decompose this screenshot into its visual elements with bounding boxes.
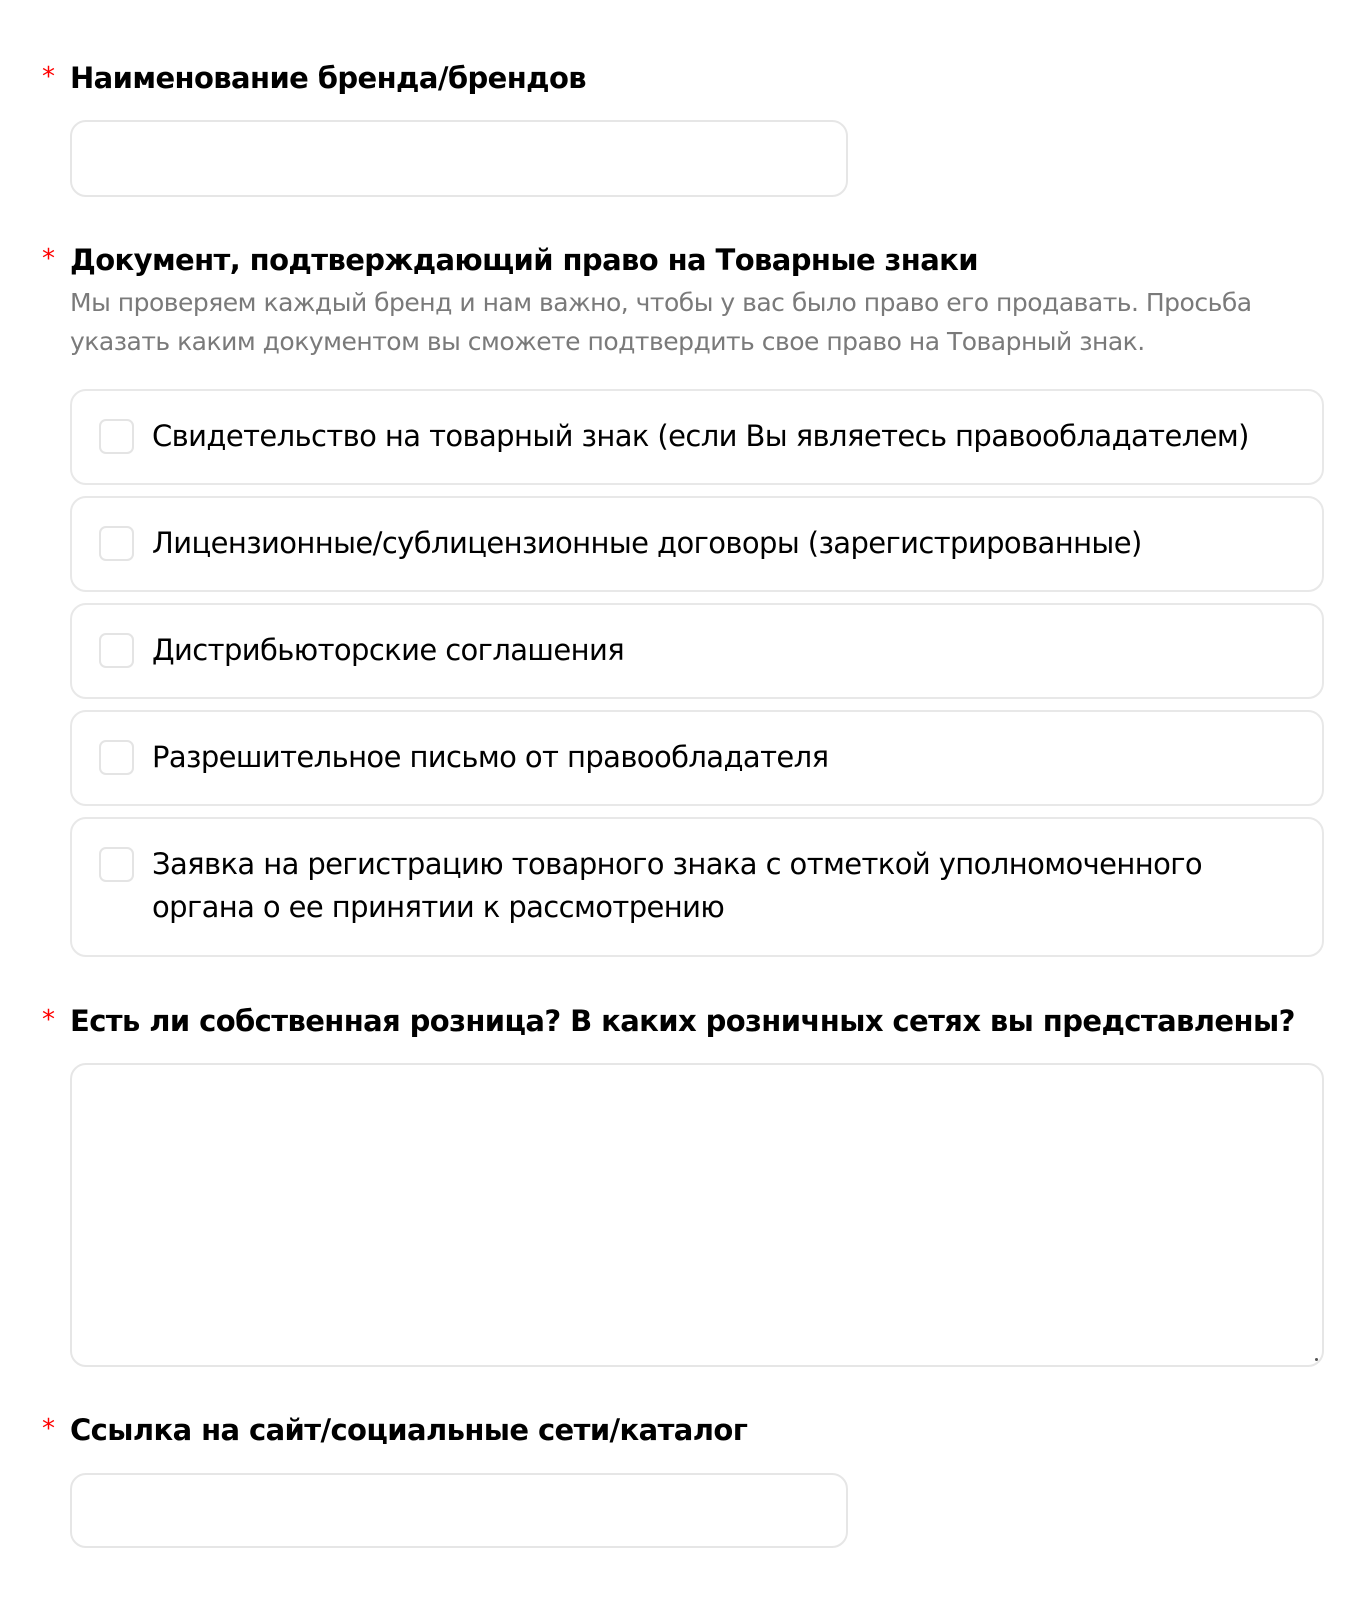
brand-name-label: Наименование бренда/брендов [70, 61, 587, 95]
website-link-label: Ссылка на сайт/социальные сети/каталог [70, 1413, 748, 1447]
option-label: Свидетельство на товарный знак (если Вы являетесь правообладателем) [152, 419, 1249, 453]
option-label: Разрешительное письмо от правообладателя [152, 740, 829, 774]
required-asterisk: * [42, 62, 55, 92]
checkbox[interactable] [99, 633, 134, 668]
retail-presence-textarea[interactable] [70, 1063, 1324, 1367]
required-asterisk: * [42, 1005, 55, 1035]
checkbox[interactable] [99, 847, 134, 882]
checkbox[interactable] [99, 526, 134, 561]
resize-handle-icon[interactable] [1315, 1358, 1318, 1361]
brand-name-input[interactable] [70, 120, 848, 197]
option-label: Лицензионные/сублицензионные договоры (зарегистрированные) [152, 526, 1142, 560]
option-license-agreements[interactable] [70, 496, 1324, 592]
required-asterisk: * [42, 1414, 55, 1444]
option-permission-letter[interactable] [70, 710, 1324, 806]
retail-presence-label: Есть ли собственная розница? В каких розничных сетях вы представлены? [70, 1004, 1295, 1038]
option-trademark-application[interactable] [70, 817, 1324, 957]
trademark-document-label: Документ, подтверждающий право на Товарные знаки [70, 243, 978, 277]
checkbox[interactable] [99, 419, 134, 454]
checkbox[interactable] [99, 740, 134, 775]
option-trademark-certificate[interactable] [70, 389, 1324, 485]
option-label: Заявка на регистрацию товарного знака с отметкой уполномоченного органа о ее принятии к рассмотрению [152, 847, 1203, 924]
option-distributor-agreements[interactable] [70, 603, 1324, 699]
trademark-document-description: Мы проверяем каждый бренд и нам важно, чтобы у вас было право его продавать. Просьба указать каким документом вы сможете подтвердить свое право на Товарный знак. [70, 288, 1252, 356]
required-asterisk: * [42, 244, 55, 274]
website-link-input[interactable] [70, 1473, 848, 1548]
option-label: Дистрибьюторские соглашения [152, 633, 625, 667]
